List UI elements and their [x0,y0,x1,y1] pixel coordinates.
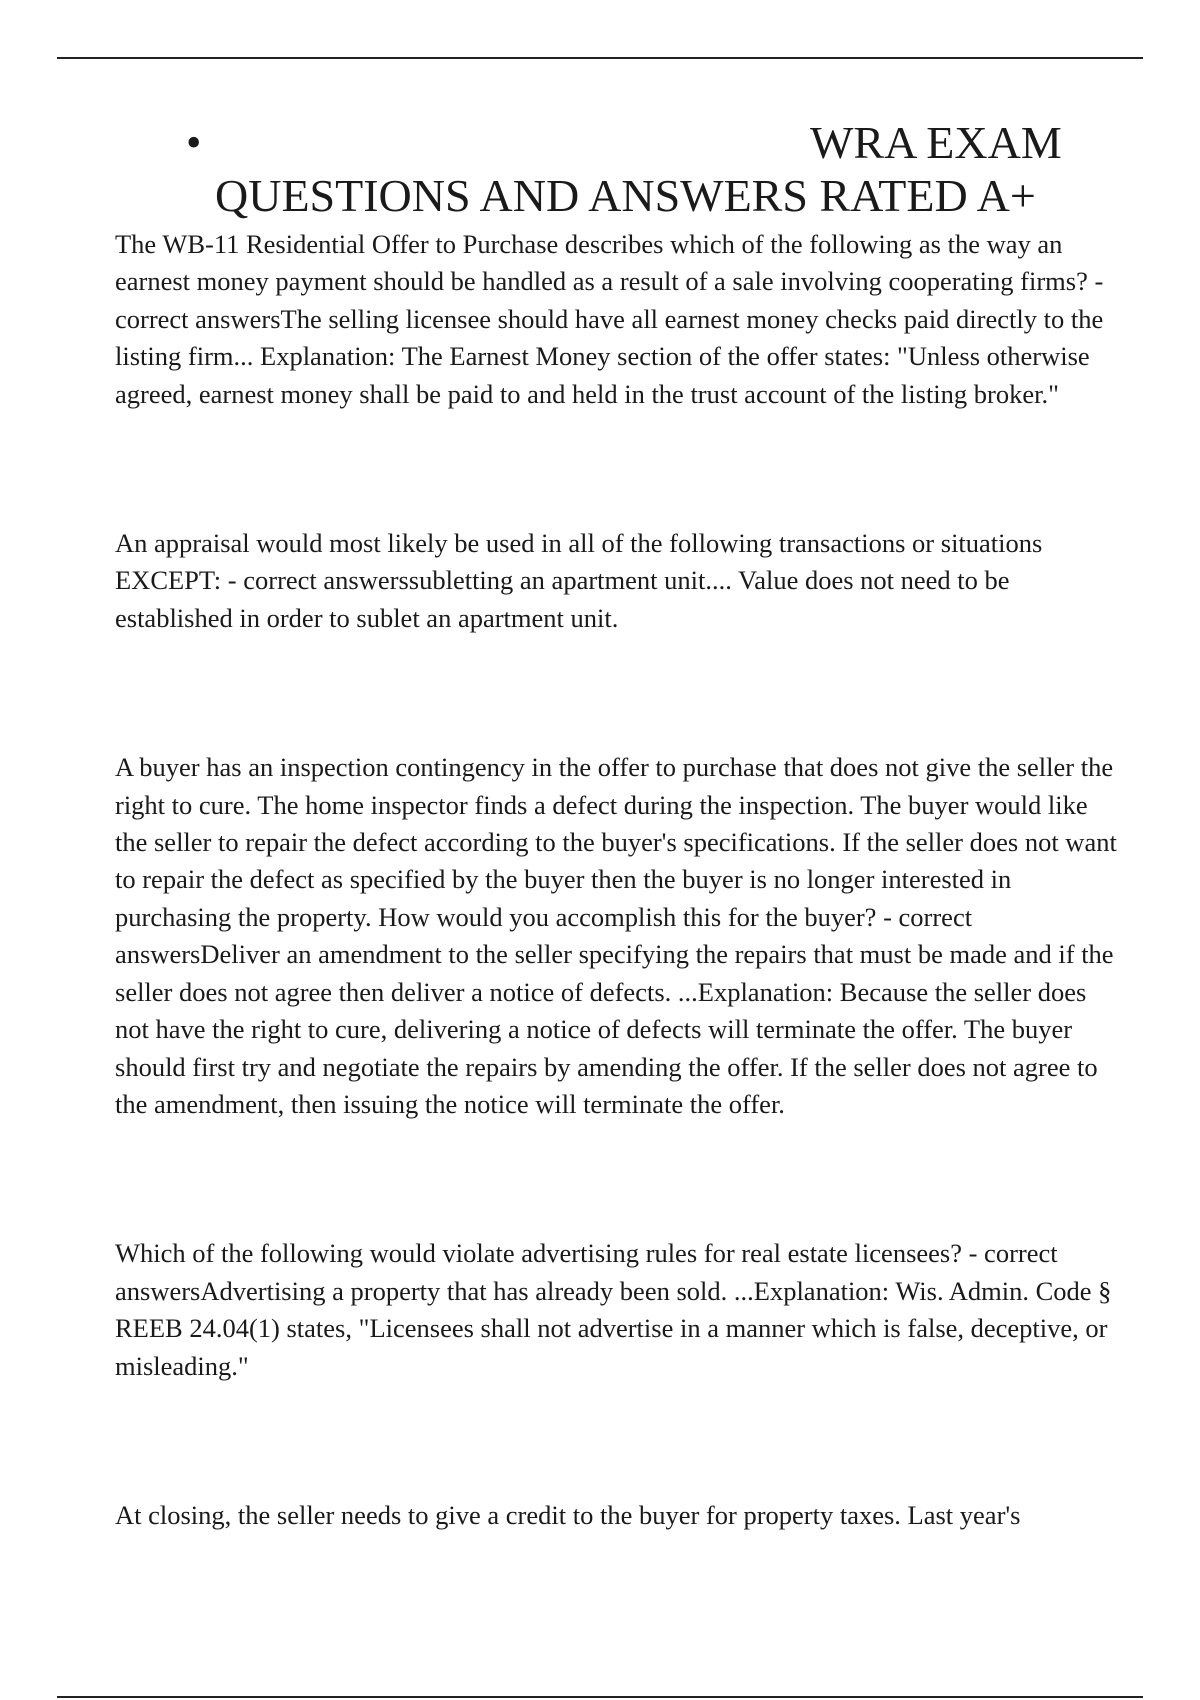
qa-entry-appraisal: An appraisal would most likely be used in all of the following transactions or situations EXCEPT: - correct answerssubletting an apartment unit.... Value does not need to be established in order to sublet an apartment unit. [115,528,1043,633]
title-bullet: • [186,118,202,167]
qa-entry-advertising-rules: Which of the following would violate advertising rules for real estate licensees? - correct answersAdvertising a property that has already been sold. ...Explanation: Wis. Admin. Code § REEB 24.04(1) states, "Licensees shall not advertise in a manner which is false, deceptive, or misleading." [115,1238,1112,1381]
bottom-rule [57,1696,1143,1698]
qa-entry-property-tax-credit: At closing, the seller needs to give a credit to the buyer for property taxes. Last year's [115,1499,1021,1530]
top-rule [57,57,1143,59]
title-line-2: QUESTIONS AND ANSWERS RATED A+ [215,170,1036,221]
title-line-1: WRA EXAM [810,117,1062,168]
qa-content [115,226,1125,1534]
qa-entry-inspection-contingency: A buyer has an inspection contingency in the offer to purchase that does not give the seller the right to cure. The home inspector finds a defect during the inspection. The buyer would like the seller to repair the defect according to the buyer's specifications. If the seller does not want to repair the defect as specified by the buyer then the buyer is no longer interested in purchasing the property. How would you accomplish this for the buyer? - correct answersDeliver an amendment to the seller specifying the repairs that must be made and if the seller does not agree then deliver a notice of defects. ...Explanation: Because the seller does not have the right to cure, delivering a notice of defects will terminate the offer. The buyer should first try and negotiate the repairs by amending the offer. If the seller does not agree to the amendment, then issuing the notice will terminate the offer. [115,752,1117,1119]
document-title [0,118,1200,228]
qa-entry-earnest-money: The WB-11 Residential Offer to Purchase describes which of the following as the way an earnest money payment should be handled as a result of a sale involving cooperating firms? - correct answersThe selling licensee should have all earnest money checks paid directly to the listing firm... Explanation: The Earnest Money section of the offer states: "Unless otherwise agreed, earnest money shall be paid to and held in the trust account of the listing broker." [115,229,1104,409]
